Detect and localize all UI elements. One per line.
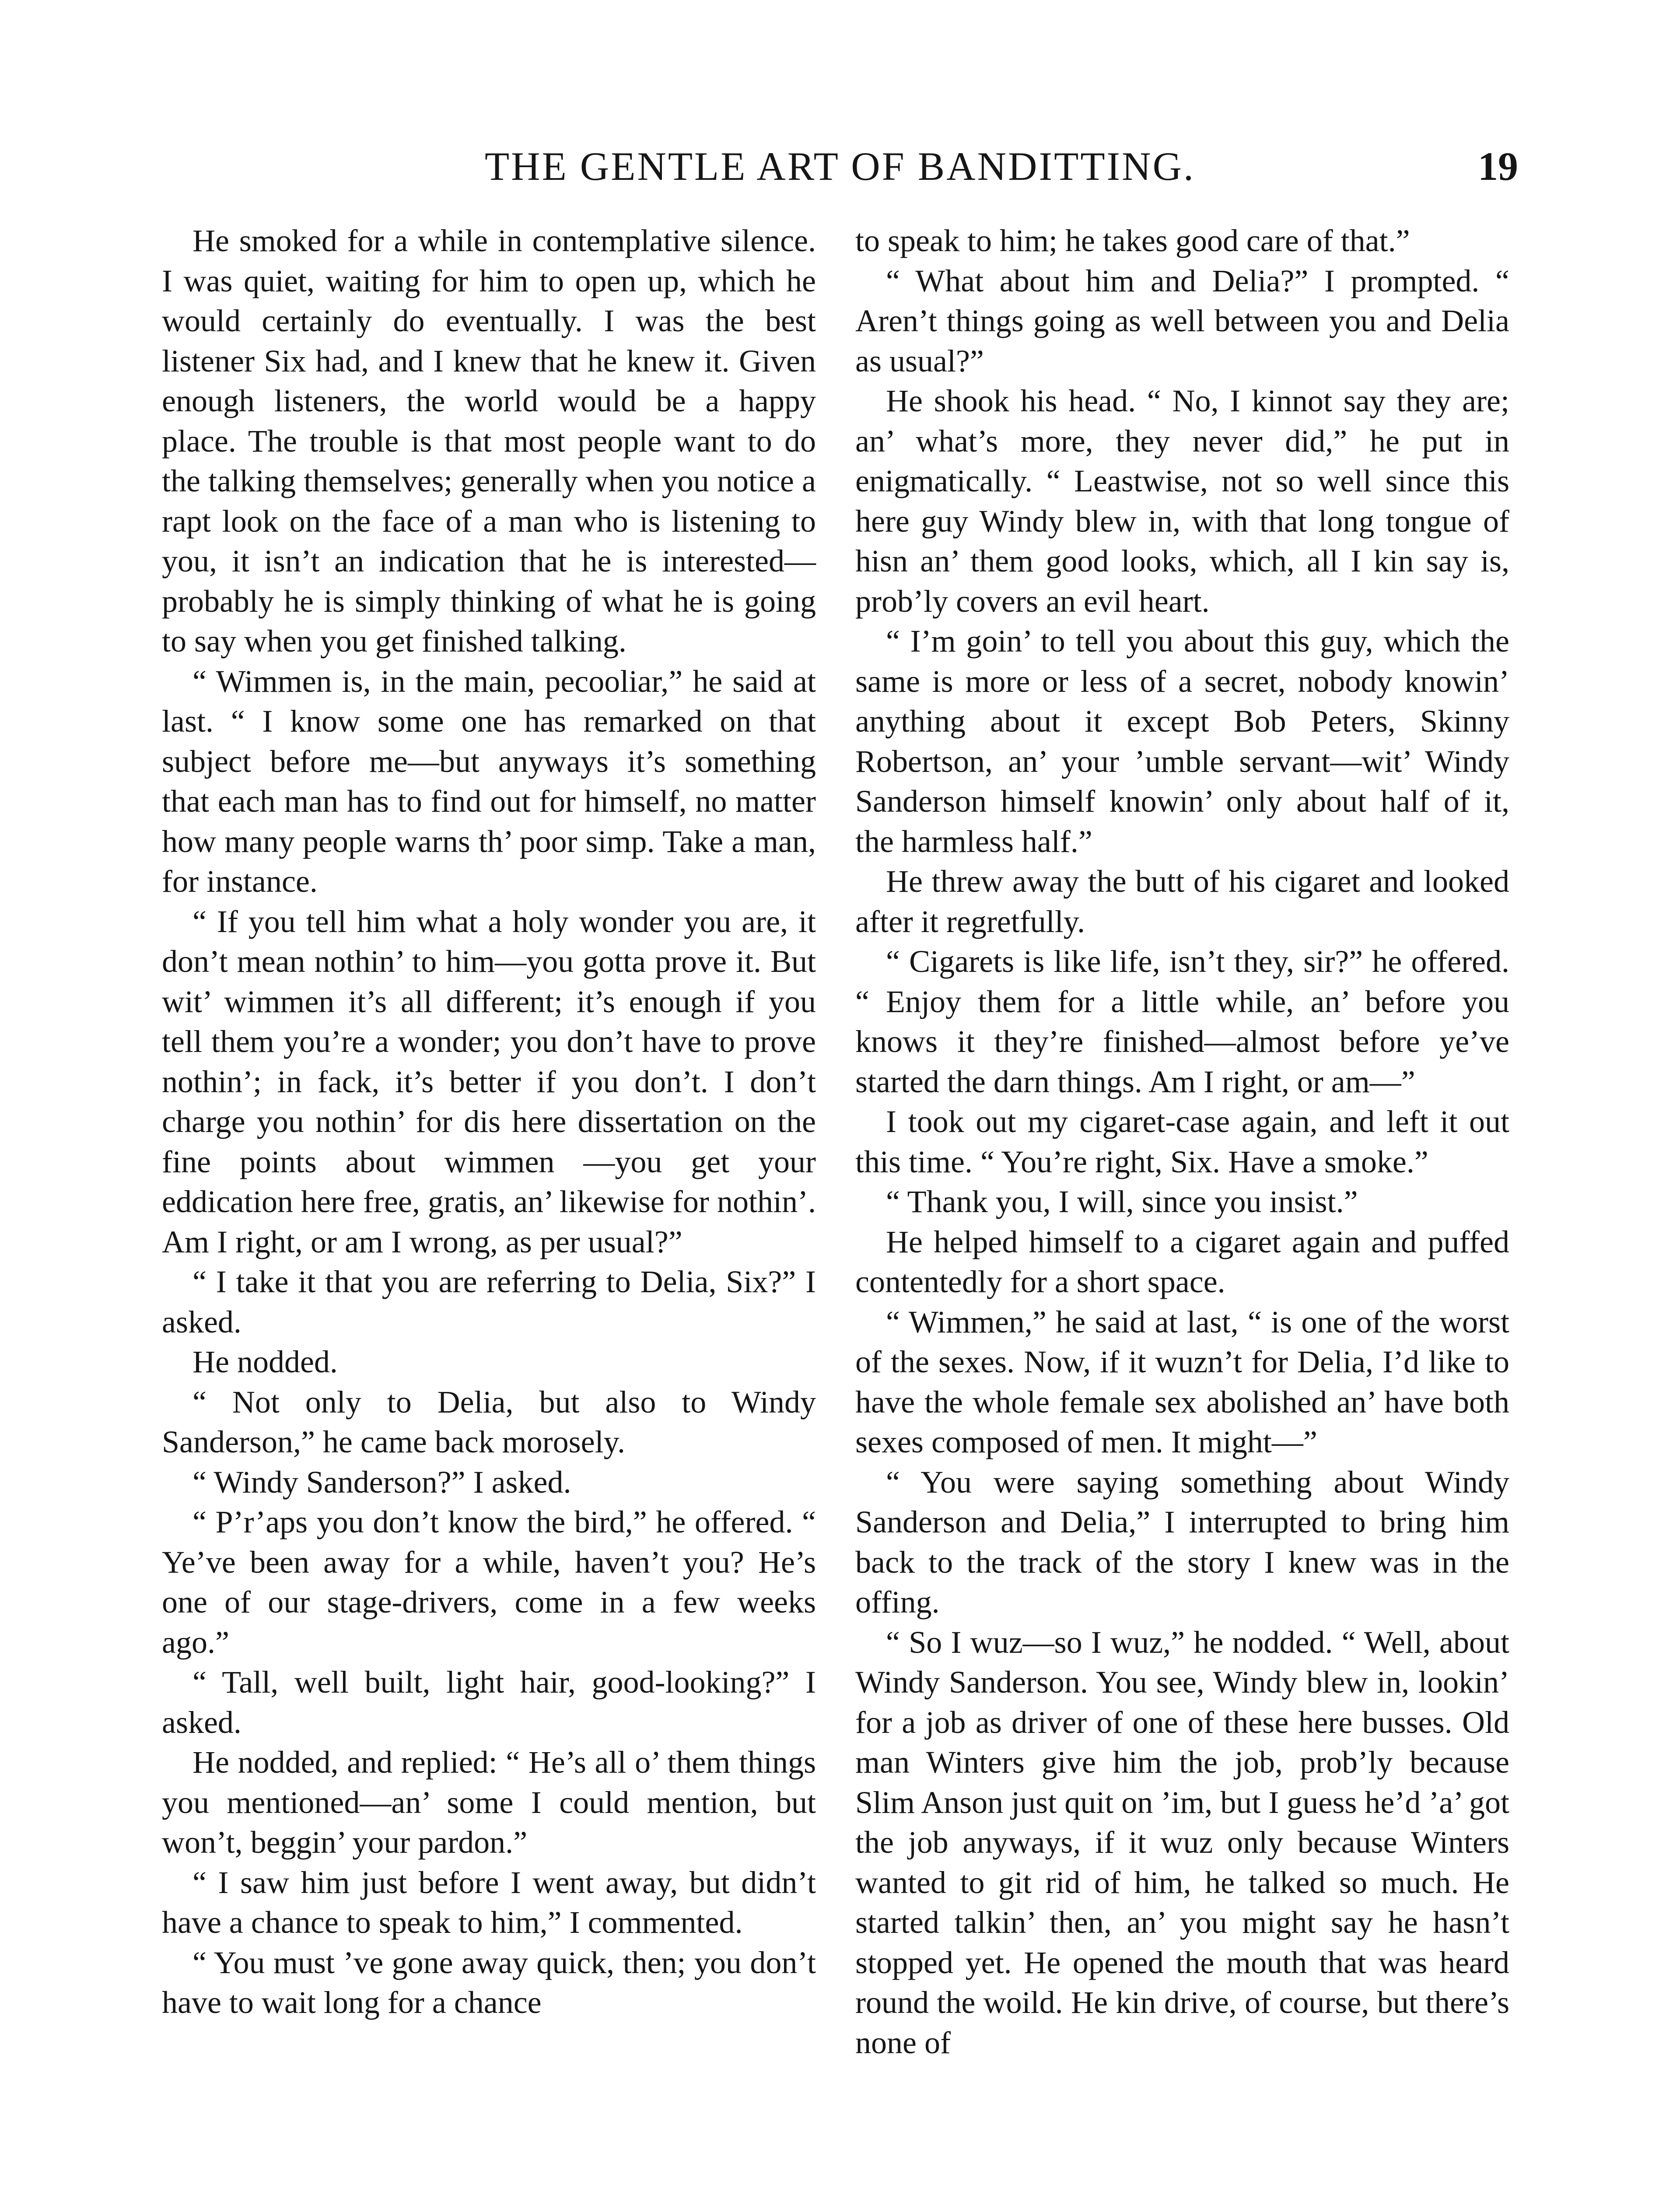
paragraph: He threw away the butt of his cigaret and looked after it regretfully. <box>855 864 1509 939</box>
paragraph: “ Wimmen is, in the main, pecooliar,” he said at last. “ I know some one has remarked on that subject before me—but anyways it’s something that each man has to find out for himself, no matter how many people warns th’ poor simp. Take a man, for instance. <box>162 663 816 899</box>
paragraph: “ P’r’aps you don’t know the bird,” he offered. “ Ye’ve been away for a while, haven’t you? He’s one of our stage-drivers, come in a few weeks ago.” <box>162 1504 816 1660</box>
left-column <box>162 221 816 2023</box>
paragraph: “ Wimmen,” he said at last, “ is one of the worst of the sexes. Now, if it wuzn’t for Delia, I’d like to have the whole female sex abolished an’ have both sexes composed of men. It might—” <box>855 1304 1509 1459</box>
paragraph: “ I take it that you are referring to Delia, Six?” I asked. <box>162 1264 816 1339</box>
paragraph: He shook his head. “ No, I kinnot say they are; an’ what’s more, they never did,” he put in enigmatically. “ Leastwise, not so well since this here guy Windy blew in, with that long tongue of hisn an’ them good looks, which, all I kin say is, prob’ly covers an evil heart. <box>855 383 1509 619</box>
paragraph: “ I’m goin’ to tell you about this guy, which the same is more or less of a secret, nobody knowin’ anything about it except Bob Peters, Skinny Robertson, an’ your ’umble servant—wit’ Windy Sanderson himself knowin’ only about half of it, the harmless half.” <box>855 624 1509 859</box>
paragraph: He smoked for a while in contemplative silence. I was quiet, waiting for him to open up, which he would certainly do eventually. I was the best listener Six had, and I knew that he knew it. Given enough listeners, the world would be a happy place. The trouble is that most people want to do the talking themselves; generally when you notice a rapt look on the face of a man who is listening to you, it isn’t an indication that he is interested—probably he is simply thinking of what he is going to say when you get finished talking. <box>162 223 816 659</box>
right-column <box>855 221 1509 2063</box>
paragraph: “ Not only to Delia, but also to Windy Sanderson,” he came back morosely. <box>162 1384 816 1459</box>
paragraph: “ You were saying something about Windy Sanderson and Delia,” I interrupted to bring him back to the track of the story I knew was in the offing. <box>855 1464 1509 1620</box>
page-header <box>162 136 1518 197</box>
paragraph: “ Windy Sanderson?” I asked. <box>192 1464 571 1500</box>
running-title: THE GENTLE ART OF BANDITTING. <box>484 144 1196 189</box>
paragraph: “ Tall, well built, light hair, good-looking?” I asked. <box>162 1665 816 1740</box>
paragraph: I took out my cigaret-case again, and left it out this time. “ You’re right, Six. Have a smoke.” <box>855 1104 1509 1179</box>
paragraph: “ If you tell him what a holy wonder you are, it don’t mean nothin’ to him—you gotta prove it. But wit’ wimmen it’s all different; it’s enough if you tell them you’re a wonder; you don’t have to prove nothin’; in fack, it’s better if you don’t. I don’t charge you nothin’ for dis here dissertation on the fine points about wimmen —you get your eddication here free, gratis, an’ likewise for nothin’. Am I right, or am I wrong, as per usual?” <box>162 904 816 1259</box>
paragraph: “ Cigarets is like life, isn’t they, sir?” he offered. “ Enjoy them for a little while, an’ before you knows it they’re finished—almost before ye’ve started the darn things. Am I right, or am—” <box>855 944 1509 1099</box>
paragraph: He nodded. <box>192 1344 338 1379</box>
paragraph: “ What about him and Delia?” I prompted. “ Aren’t things going as well between you and Delia as usual?” <box>855 263 1509 379</box>
page-number: 19 <box>1478 144 1518 189</box>
paragraph: He nodded, and replied: “ He’s all o’ them things you mentioned—an’ some I could mention, but won’t, beggin’ your pardon.” <box>162 1745 816 1860</box>
paragraph: He helped himself to a cigaret again and puffed contentedly for a short space. <box>855 1224 1509 1299</box>
paragraph-continued: to speak to him; he takes good care of that.” <box>855 223 1410 258</box>
paragraph: “ So I wuz—so I wuz,” he nodded. “ Well, about Windy Sanderson. You see, Windy blew in, lookin’ for a job as driver of one of these here busses. Old man Winters give him the job, prob’ly because Slim Anson just quit on ’im, but I guess he’d ’a’ got the job anyways, if it wuz only because Winters wanted to git rid of him, he talked so much. He started talkin’ then, an’ you might say he hasn’t stopped yet. He opened the mouth that was heard round the woild. He kin drive, of course, but there’s none of <box>855 1624 1509 2060</box>
paragraph: “ Thank you, I will, since you insist.” <box>886 1184 1358 1219</box>
paragraph: “ You must ’ve gone away quick, then; you don’t have to wait long for a chance <box>162 1945 816 2020</box>
paragraph: “ I saw him just before I went away, but didn’t have a chance to speak to him,” I commented. <box>162 1865 816 1940</box>
